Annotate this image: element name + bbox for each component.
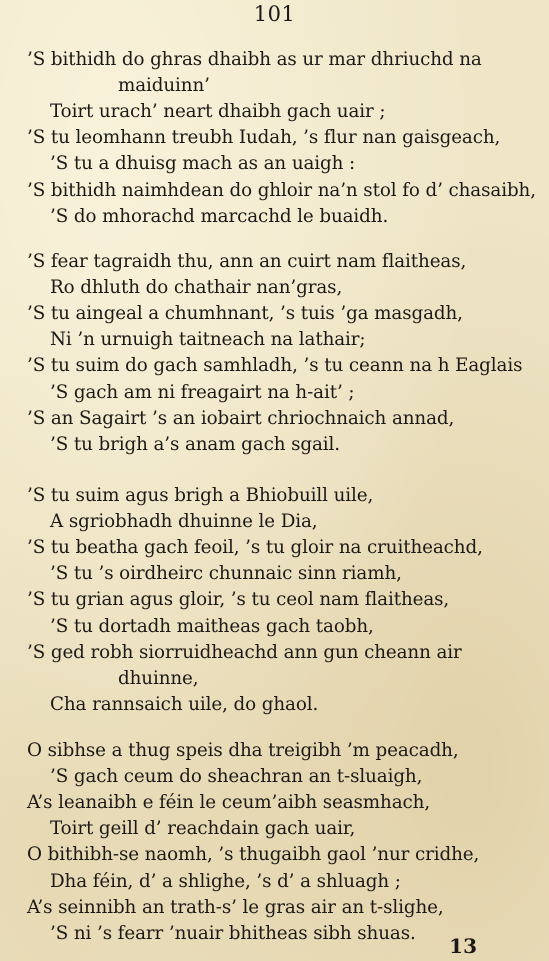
- poem-line: Toirt urach’ neart dhaibh gach uair ;: [50, 101, 386, 123]
- poem-line: ’S tu suim agus brigh a Bhiobuill uile,: [27, 485, 374, 506]
- poem-line: ’S tu suim do gach samhladh, ’s tu ceann na h Eaglais: [27, 355, 523, 377]
- poem-line: O sibhse a thug speis dha treigibh ’m peacadh,: [27, 740, 459, 761]
- poem-line: ’S fear tagraidh thu, ann an cuirt nam flaitheas,: [27, 251, 467, 272]
- poem-line: ’S bithidh naimhdean do ghloir na’n stol fo d’ chasaibh,: [27, 179, 536, 201]
- poem-line: ’S do mhorachd marcachd le buaidh.: [50, 205, 389, 227]
- poem-line: ’S ni ’s fearr ’nuair bhitheas sibh shuas.: [50, 922, 416, 944]
- poem-line: A sgriobhadh dhuinne le Dia,: [50, 511, 318, 533]
- poem-line: ’S tu beatha gach feoil, ’s tu gloir na cruitheachd,: [27, 537, 483, 559]
- poem-line: ’S tu ’s oirdheirc chunnaic sinn riamh,: [50, 563, 402, 585]
- signature-mark: 13: [449, 934, 477, 958]
- poem-line: ’S bithidh do ghras dhaibh as ur mar dhriuchd na: [27, 49, 482, 70]
- poem-line: ’S tu leomhann treubh Iudah, ’s flur nan gaisgeach,: [27, 127, 501, 149]
- poem-line: ’S ged robh siorruidheachd ann gun cheann air: [27, 641, 462, 663]
- poem-line: Ro dhluth do chathair nan’gras,: [50, 277, 343, 299]
- poem-line: maiduinn’: [118, 75, 210, 97]
- poem-line: Cha rannsaich uile, do ghaol.: [50, 693, 319, 715]
- poem-line: A’s leanaibh e féin le ceum’aibh seasmhach,: [27, 792, 431, 814]
- poem-line: O bithibh-se naomh, ’s thugaibh gaol ’nur cridhe,: [27, 844, 480, 866]
- poem-line: ’S tu brigh a’s anam gach sgail.: [50, 433, 340, 455]
- poem-line: ’S tu dortadh maitheas gach taobh,: [50, 615, 374, 637]
- poem-line: ’S an Sagairt ’s an iobairt chriochnaich annad,: [27, 407, 455, 429]
- poem-line: Toirt geill d’ reachdain gach uair,: [50, 818, 356, 840]
- poem-line: dhuinne,: [118, 667, 199, 689]
- poem-line: ’S gach ceum do sheachran an t-sluaigh,: [50, 766, 423, 788]
- page-number: 101: [253, 2, 296, 26]
- poem-line: ’S tu aingeal a chumhnant, ’s tuis ’ga masgadh,: [27, 303, 463, 325]
- poem-line: ’S tu grian agus gloir, ’s tu ceol nam flaitheas,: [27, 589, 450, 611]
- poem-line: ’S tu a dhuisg mach as an uaigh :: [50, 153, 356, 175]
- poem-line: Ni ’n urnuigh taitneach na lathair;: [50, 329, 366, 351]
- poem-line: ’S gach am ni freagairt na h-ait’ ;: [50, 381, 355, 403]
- poem-line: Dha féin, d’ a shlighe, ’s d’ a shluagh ;: [50, 870, 401, 892]
- poem-line: A’s seinnibh an trath-s’ le gras air an t-slighe,: [27, 896, 444, 918]
